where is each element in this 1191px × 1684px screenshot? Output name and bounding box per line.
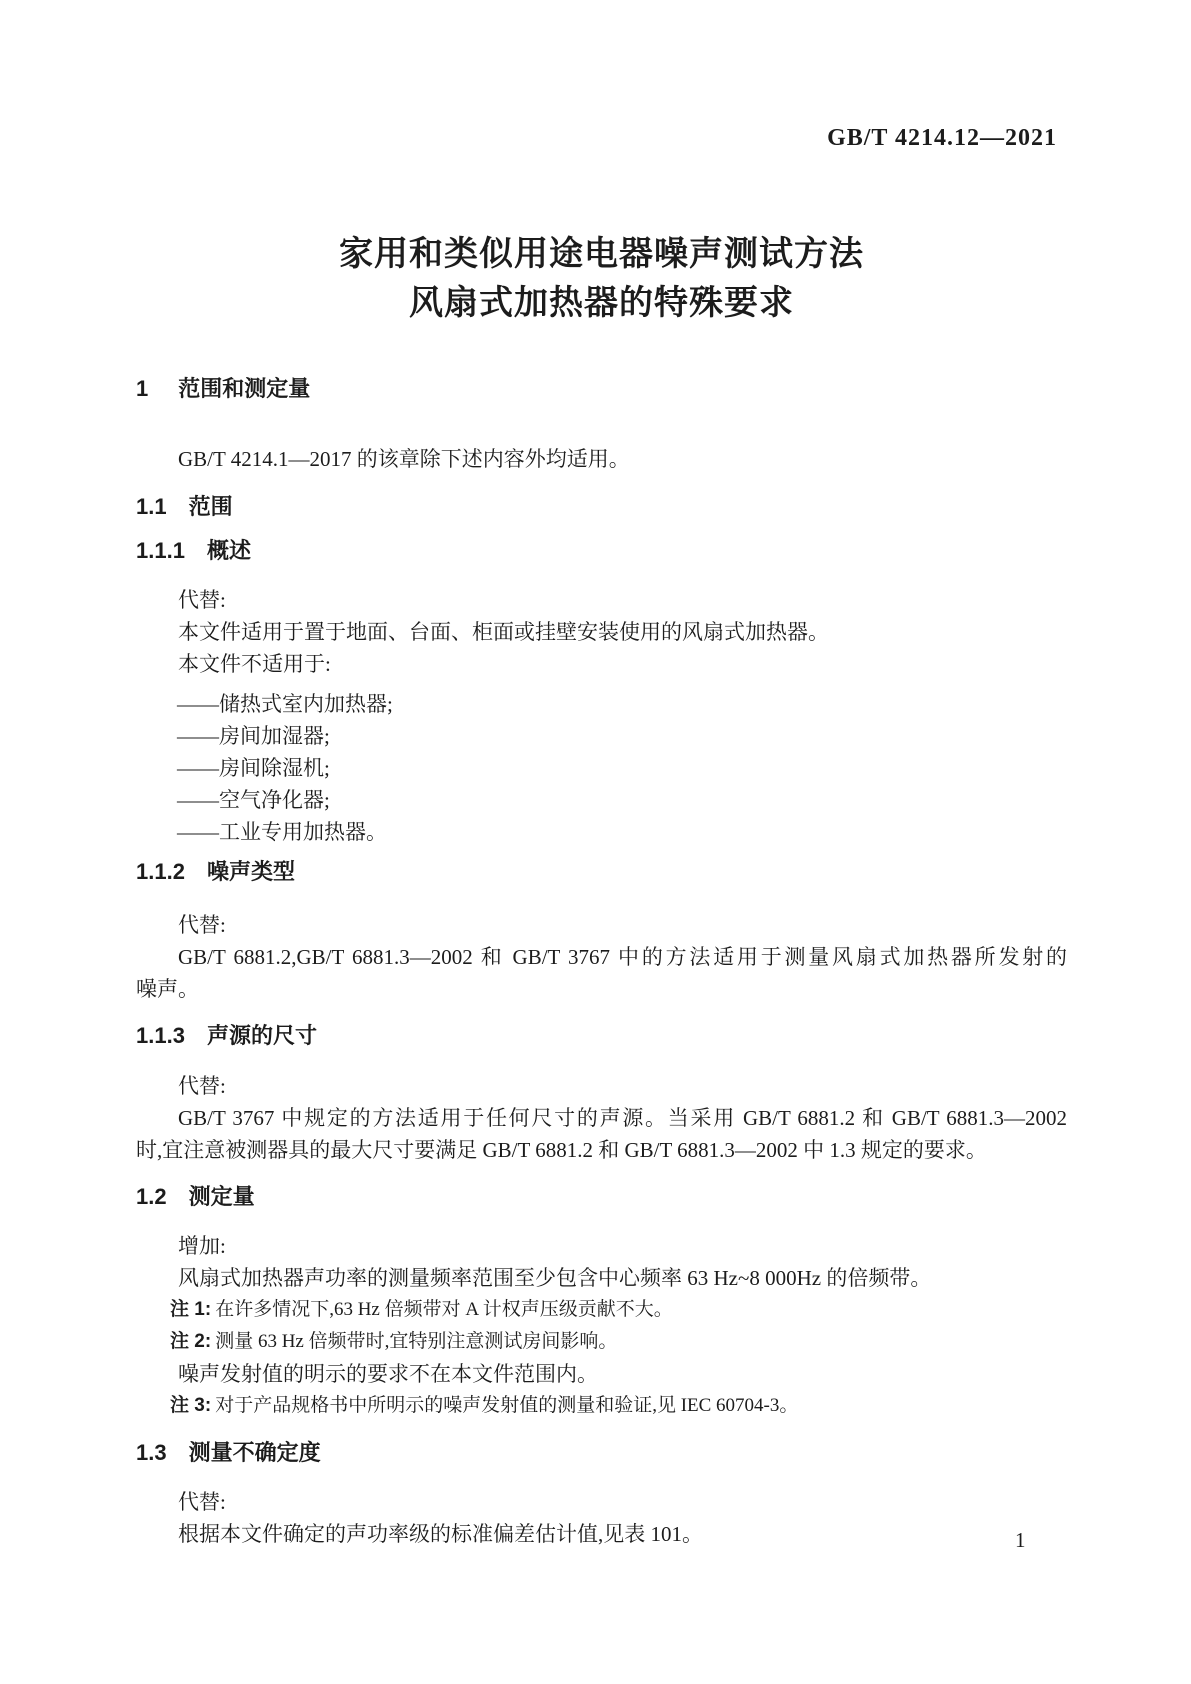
exclusion-list — [136, 688, 1067, 848]
paragraph-frequency: 风扇式加热器声功率的测量频率范围至少包含中心频率 63 Hz~8 000Hz 的倍频带。 — [178, 1266, 932, 1290]
heading-1-1-1-number: 1.1.1 — [136, 538, 185, 563]
list-item: ——房间加湿器; — [177, 724, 330, 748]
heading-1-number: 1 — [136, 376, 149, 401]
list-item: ——工业专用加热器。 — [177, 820, 387, 844]
list-item: ——房间除湿机; — [177, 756, 330, 780]
page-content — [136, 0, 1067, 1550]
note-1-label: 注 1: — [170, 1299, 212, 1320]
paragraph: GB/T 4214.1—2017 的该章除下述内容外均适用。 — [178, 447, 630, 471]
list-item: ——储热式室内加热器; — [177, 692, 393, 716]
note-3-text: 对于产品规格书中所明示的噪声发射值的测量和验证,见 IEC 60704-3。 — [215, 1395, 799, 1416]
heading-1-3-number: 1.3 — [136, 1440, 167, 1465]
heading-1-1 — [136, 492, 1067, 522]
paragraph-line: GB/T 6881.2,GB/T 6881.3—2002 和 GB/T 3767 中的方法适用于测量风扇式加热器所发射的 — [178, 945, 1067, 969]
paragraph-replace: 代替: — [178, 588, 226, 612]
note-2-text: 测量 63 Hz 倍频带时,宜特别注意测试房间影响。 — [215, 1331, 618, 1352]
note-2 — [136, 1326, 1067, 1358]
heading-1-3 — [136, 1438, 1067, 1468]
heading-1-1-2 — [136, 857, 1067, 887]
paragraph-replace: 代替: — [178, 1490, 226, 1514]
document-title — [136, 230, 1067, 328]
document-title-line2: 风扇式加热器的特殊要求 — [409, 284, 794, 322]
paragraph-line: 噪声。 — [136, 977, 199, 1001]
heading-1-1-1-text: 概述 — [206, 538, 251, 563]
clause-1-2-body — [136, 1230, 1067, 1294]
clause-1-1-2-body — [136, 909, 1067, 1005]
heading-1-1-1 — [136, 536, 1067, 566]
paragraph-declaration: 噪声发射值的明示的要求不在本文件范围内。 — [178, 1362, 598, 1386]
standard-code: GB/T 4214.12—2021 — [827, 125, 1057, 151]
heading-1-1-2-text: 噪声类型 — [206, 859, 295, 884]
paragraph-replace: 代替: — [178, 1074, 226, 1098]
note-1 — [136, 1294, 1067, 1326]
heading-1-2-text: 测定量 — [188, 1184, 255, 1209]
clause-1-1-3-body — [136, 1070, 1067, 1166]
clause-1-3-body — [136, 1486, 1067, 1550]
clause-1-intro — [136, 443, 1067, 475]
heading-1-1-3-number: 1.1.3 — [136, 1023, 185, 1048]
paragraph-stddev: 根据本文件确定的声功率级的标准偏差估计值,见表 101。 — [178, 1522, 703, 1546]
note-1-text: 在许多情况下,63 Hz 倍频带对 A 计权声压级贡献不大。 — [215, 1299, 673, 1320]
heading-1-2 — [136, 1182, 1067, 1212]
note-3 — [136, 1390, 1067, 1422]
heading-1-2-number: 1.2 — [136, 1184, 167, 1209]
paragraph-add: 增加: — [178, 1234, 226, 1258]
list-item: ——空气净化器; — [177, 788, 330, 812]
note-2-label: 注 2: — [170, 1331, 212, 1352]
paragraph-replace: 代替: — [178, 913, 226, 937]
heading-1-3-text: 测量不确定度 — [188, 1440, 321, 1465]
document-title-line1: 家用和类似用途电器噪声测试方法 — [339, 235, 864, 273]
clause-1-1-1-body — [136, 584, 1067, 680]
paragraph-not-applicable: 本文件不适用于: — [178, 652, 331, 676]
paragraph-line: 时,宜注意被测器具的最大尺寸要满足 GB/T 6881.2 和 GB/T 6881.3—2002 中 1.3 规定的要求。 — [136, 1138, 987, 1162]
paragraph-scope: 本文件适用于置于地面、台面、柜面或挂壁安装使用的风扇式加热器。 — [178, 620, 829, 644]
heading-1-1-number: 1.1 — [136, 494, 167, 519]
heading-1-1-3-text: 声源的尺寸 — [206, 1023, 317, 1048]
heading-1 — [136, 374, 1067, 404]
note-3-label: 注 3: — [170, 1395, 212, 1416]
paragraph-line: GB/T 3767 中规定的方法适用于任何尺寸的声源。当采用 GB/T 6881.2 和 GB/T 6881.3—2002 — [178, 1106, 1067, 1130]
heading-1-1-3 — [136, 1021, 1067, 1051]
heading-1-text: 范围和测定量 — [178, 376, 311, 401]
heading-1-1-2-number: 1.1.2 — [136, 859, 185, 884]
heading-1-1-text: 范围 — [188, 494, 233, 519]
page-number: 1 — [1015, 1528, 1026, 1552]
